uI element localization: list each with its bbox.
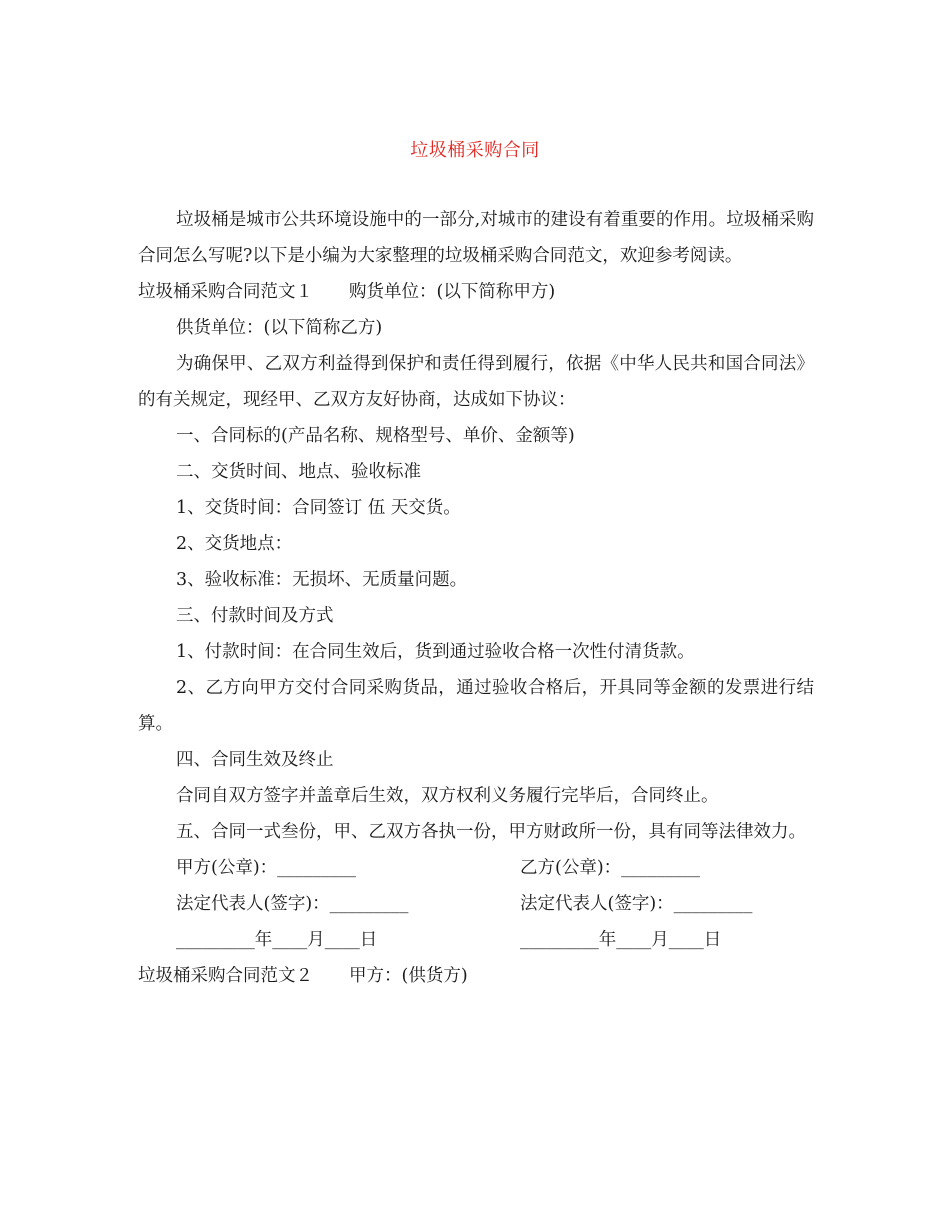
sample2-heading-line <box>138 958 814 994</box>
clause-4-text: 合同自双方签字并盖章后生效，双方权利义务履行完毕后，合同终止。 <box>176 786 719 806</box>
sample1-heading: 垃圾桶采购合同范文１ <box>138 282 313 302</box>
clause-2-1: 1、交货时间：合同签订 伍 天交货。 <box>176 498 461 518</box>
party-b-date: _________年____月____日 <box>520 930 722 950</box>
sample1-heading-line <box>138 274 814 310</box>
date-row <box>138 922 814 958</box>
party-a-date: _________年____月____日 <box>176 930 378 950</box>
clause-5: 五、合同一式叁份，甲、乙双方各执一份，甲方财政所一份，具有同等法律效力。 <box>176 822 806 842</box>
clause-3-2: 2、乙方向甲方交付合同采购货品，通过验收合格后，开具同等金额的发票进行结算。 <box>138 678 814 734</box>
seal-row <box>138 850 814 886</box>
party-a-representative: 法定代表人(签字)：_________ <box>176 894 409 914</box>
clause-3-1: 1、付款时间：在合同生效后，货到通过验收合格一次性付清货款。 <box>176 642 695 662</box>
clause-2-2: 2、交货地点： <box>176 534 293 554</box>
supplier-line: 供货单位：(以下简称乙方) <box>176 318 383 338</box>
document-body <box>138 202 814 994</box>
sample1-buyer: 购货单位：(以下简称甲方) <box>349 282 556 302</box>
clause-2-3: 3、验收标准：无损坏、无质量问题。 <box>176 570 468 590</box>
sample2-party-a: 甲方：(供货方) <box>349 966 468 986</box>
sample2-heading: 垃圾桶采购合同范文２ <box>138 966 313 986</box>
party-b-representative: 法定代表人(签字)：_________ <box>520 894 753 914</box>
purpose-paragraph: 为确保甲、乙双方利益得到保护和责任得到履行，依据《中华人民共和国合同法》的有关规定，现经甲、乙双方友好协商，达成如下协议： <box>138 354 814 410</box>
clause-2: 二、交货时间、地点、验收标准 <box>176 462 421 482</box>
party-a-seal: 甲方(公章)：_________ <box>176 858 356 878</box>
document-title: 垃圾桶采购合同 <box>410 140 540 161</box>
intro-paragraph: 垃圾桶是城市公共环境设施中的一部分,对城市的建设有着重要的作用。垃圾桶采购合同怎么写呢?以下是小编为大家整理的垃圾桶采购合同范文，欢迎参考阅读。 <box>138 210 814 266</box>
party-b-seal: 乙方(公章)：_________ <box>520 858 700 878</box>
clause-4: 四、合同生效及终止 <box>176 750 334 770</box>
clause-3: 三、付款时间及方式 <box>176 606 334 626</box>
clause-1: 一、合同标的(产品名称、规格型号、单价、金额等) <box>176 426 575 446</box>
representative-row <box>138 886 814 922</box>
